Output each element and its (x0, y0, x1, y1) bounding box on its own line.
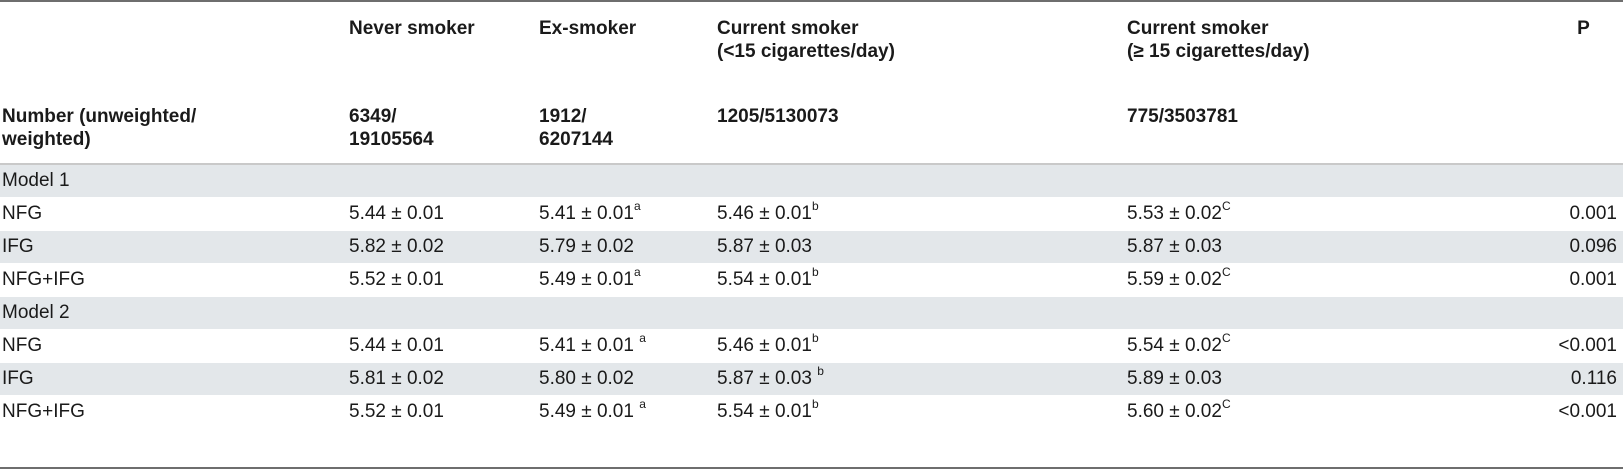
value-text: 5.87 ± 0.03 (717, 368, 818, 389)
row-label: NFG+IFG (0, 396, 347, 429)
value-cell (717, 231, 1127, 264)
value-cell (1127, 231, 1558, 264)
column-header-row (0, 2, 1623, 105)
footnote-marker: b (811, 330, 819, 345)
number-row (0, 105, 1623, 164)
value-text: 5.41 ± 0.01 (539, 335, 640, 356)
p-value: <0.001 (1558, 330, 1623, 363)
value-text: 5.54 ± 0.02 (1127, 335, 1222, 356)
table-row (0, 198, 1623, 231)
footnote-marker: b (811, 198, 819, 213)
value-text: 5.46 ± 0.01 (717, 203, 812, 224)
footnote-marker: a (633, 198, 641, 213)
section-label: Model 2 (0, 297, 1623, 330)
column-header-label (0, 2, 347, 105)
value-cell (1127, 363, 1558, 396)
value-cell (539, 264, 717, 297)
column-header-never-smoker: Never smoker (349, 18, 475, 39)
column-header-p: P (1577, 18, 1590, 39)
footnote-marker: C (1221, 264, 1231, 279)
number-current-smoker-lt15: 1205/5130073 (717, 106, 839, 127)
row-label: IFG (0, 363, 347, 396)
bottom-rule (0, 467, 1623, 469)
p-value: 0.096 (1558, 231, 1623, 264)
footnote-marker: b (811, 396, 819, 411)
footnote-marker: C (1221, 330, 1231, 345)
value-text: 5.41 ± 0.01 (539, 203, 634, 224)
value-cell (539, 198, 717, 231)
value-text: 5.87 ± 0.03 (717, 236, 812, 257)
table-row (0, 363, 1623, 396)
number-ex-smoker: 1912/ 6207144 (539, 106, 613, 150)
value-cell (1127, 396, 1558, 429)
value-text: 5.60 ± 0.02 (1127, 401, 1222, 422)
value-cell (539, 396, 717, 429)
column-header-current-smoker-ge15: Current smoker (≥ 15 cigarettes/day) (1127, 18, 1310, 62)
number-row-label: Number (unweighted/ weighted) (2, 106, 197, 150)
value-text: 5.52 ± 0.01 (349, 269, 444, 290)
value-cell (347, 330, 539, 363)
value-text: 5.81 ± 0.02 (349, 368, 444, 389)
footnote-marker: C (1221, 198, 1231, 213)
value-cell (539, 231, 717, 264)
value-cell (539, 363, 717, 396)
section-row (0, 164, 1623, 198)
value-cell (347, 264, 539, 297)
p-value: 0.001 (1558, 264, 1623, 297)
value-text: 5.54 ± 0.01 (717, 269, 812, 290)
footnote-marker: b (817, 363, 824, 378)
footnote-marker: a (639, 396, 646, 411)
value-text: 5.49 ± 0.01 (539, 269, 634, 290)
row-label: NFG+IFG (0, 264, 347, 297)
value-text: 5.79 ± 0.02 (539, 236, 634, 257)
value-cell (347, 396, 539, 429)
value-cell (717, 396, 1127, 429)
value-text: 5.53 ± 0.02 (1127, 203, 1222, 224)
value-text: 5.80 ± 0.02 (539, 368, 634, 389)
section-label: Model 1 (0, 164, 1623, 198)
value-cell (347, 363, 539, 396)
number-p (1558, 105, 1623, 164)
number-current-smoker-ge15: 775/3503781 (1127, 106, 1238, 127)
value-cell (347, 231, 539, 264)
value-text: 5.89 ± 0.03 (1127, 368, 1222, 389)
column-header-current-smoker-lt15: Current smoker (<15 cigarettes/day) (717, 18, 895, 62)
table-body (0, 164, 1623, 429)
value-cell (717, 363, 1127, 396)
row-label: IFG (0, 231, 347, 264)
results-table (0, 2, 1623, 429)
value-text: 5.44 ± 0.01 (349, 203, 444, 224)
footnote-marker: b (811, 264, 819, 279)
value-text: 5.49 ± 0.01 (539, 401, 640, 422)
table-row (0, 264, 1623, 297)
value-text: 5.82 ± 0.02 (349, 236, 444, 257)
p-value: 0.001 (1558, 198, 1623, 231)
row-label: NFG (0, 198, 347, 231)
value-cell (717, 198, 1127, 231)
value-cell (347, 198, 539, 231)
value-cell (1127, 264, 1558, 297)
table-row (0, 231, 1623, 264)
value-cell (1127, 330, 1558, 363)
footnote-marker: C (1221, 396, 1231, 411)
footnote-marker: a (633, 264, 641, 279)
section-row (0, 297, 1623, 330)
value-text: 5.52 ± 0.01 (349, 401, 444, 422)
table-row (0, 330, 1623, 363)
column-header-ex-smoker: Ex-smoker (539, 18, 637, 39)
footnote-marker: a (639, 330, 646, 345)
number-never-smoker: 6349/ 19105564 (349, 106, 434, 150)
table-header (0, 2, 1623, 164)
value-cell (539, 330, 717, 363)
value-text: 5.54 ± 0.01 (717, 401, 812, 422)
value-text: 5.87 ± 0.03 (1127, 236, 1222, 257)
value-text: 5.46 ± 0.01 (717, 335, 812, 356)
value-text: 5.59 ± 0.02 (1127, 269, 1222, 290)
table-row (0, 396, 1623, 429)
value-cell (717, 330, 1127, 363)
value-cell (717, 264, 1127, 297)
value-text: 5.44 ± 0.01 (349, 335, 444, 356)
p-value: <0.001 (1558, 396, 1623, 429)
p-value: 0.116 (1558, 363, 1623, 396)
row-label: NFG (0, 330, 347, 363)
value-cell (1127, 198, 1558, 231)
